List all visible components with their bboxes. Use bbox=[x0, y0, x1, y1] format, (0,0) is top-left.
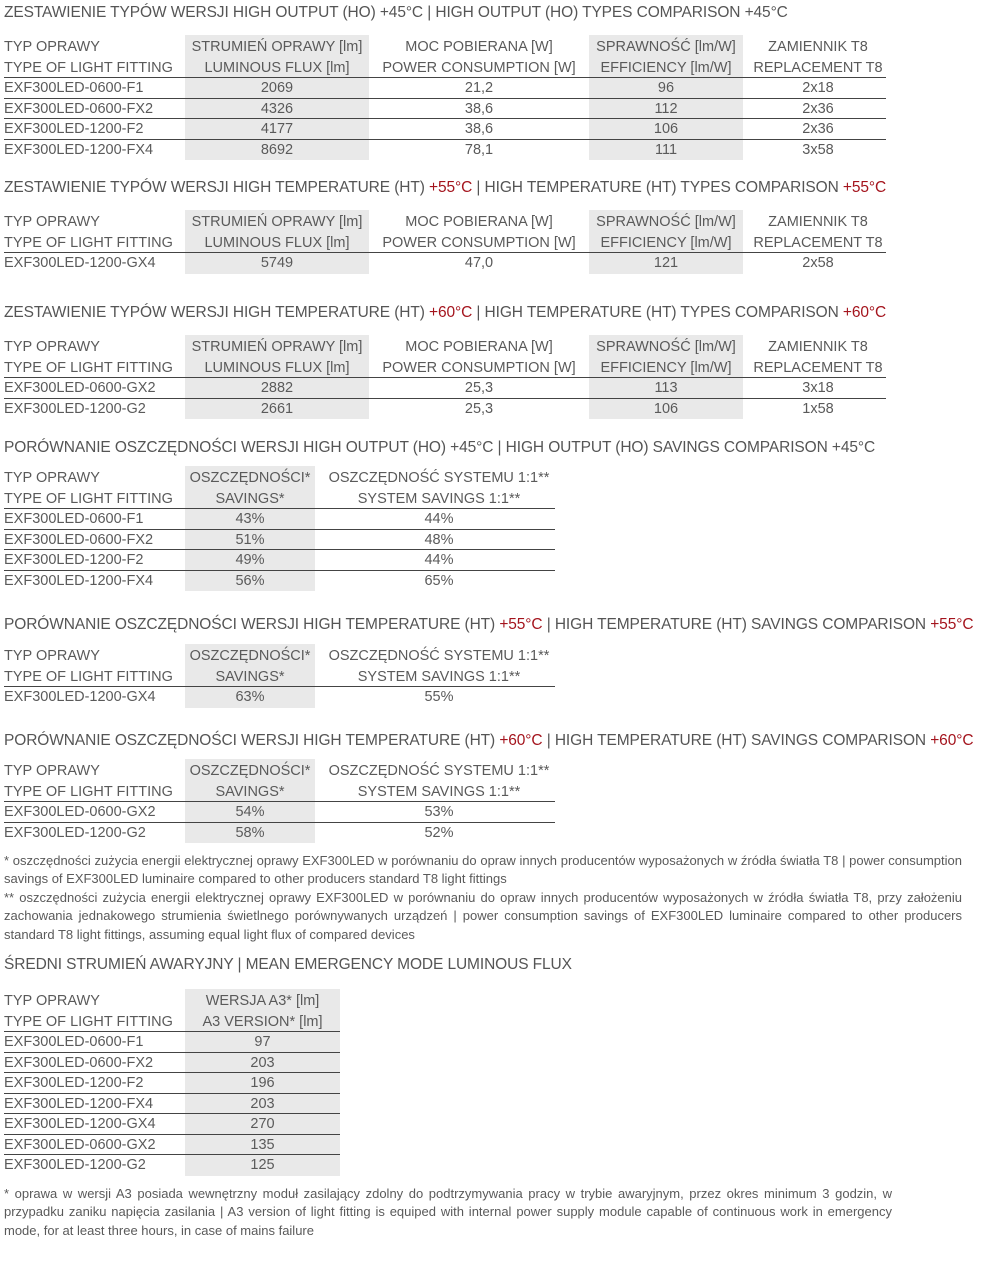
title-text: | HIGH TEMPERATURE (HT) TYPES COMPARISON bbox=[472, 179, 843, 196]
column-header-pl: OSZCZĘDNOŚĆ SYSTEMU 1:1** bbox=[328, 470, 550, 486]
column-header-en: LUMINOUS FLUX [lm] bbox=[204, 234, 350, 251]
table-cell: 125 bbox=[250, 1157, 275, 1173]
column-header-pl: ZAMIENNIK T8 bbox=[768, 214, 868, 230]
column-header-en: TYPE OF LIGHT FITTING bbox=[4, 490, 173, 507]
table-cell: 96 bbox=[657, 80, 675, 96]
column-header-en: REPLACEMENT T8 bbox=[753, 359, 883, 376]
row-type-name: EXF300LED-1200-G2 bbox=[4, 1157, 146, 1173]
row-type-name: EXF300LED-1200-GX4 bbox=[4, 255, 156, 271]
column-header-pl: WERSJA A3* [lm] bbox=[205, 993, 320, 1009]
section-title bbox=[4, 732, 973, 750]
footnote-a3-version: * oprawa w wersji A3 posiada wewnętrzny moduł zasilający zdolny do podtrzymywania pracy w trybie awaryjnym, przez okres minimum 3 godzin, w przypadku zaniku napięcia zasilania | A3 version of light fitting is equiped with internal power supply module capable of continuous work in emergency mode, for at least three hours, in case of mains failure bbox=[4, 1186, 892, 1238]
column-header-en: TYPE OF LIGHT FITTING bbox=[4, 359, 173, 376]
table-cell: 21,2 bbox=[464, 80, 494, 96]
column-header-pl: TYP OPRAWY bbox=[4, 993, 100, 1009]
column-header-pl: SPRAWNOŚĆ [lm/W] bbox=[596, 214, 736, 230]
table-cell: 51% bbox=[235, 531, 265, 548]
column-header-pl: STRUMIEŃ OPRAWY [lm] bbox=[191, 39, 363, 55]
column-header-en: A3 VERSION* [lm] bbox=[202, 1013, 323, 1030]
table-cell: 25,3 bbox=[464, 380, 494, 396]
title-text: PORÓWNANIE OSZCZĘDNOŚCI WERSJI HIGH TEMPERATURE (HT) bbox=[4, 732, 500, 749]
table-cell: 54% bbox=[235, 804, 265, 820]
table-cell: 2661 bbox=[260, 400, 294, 417]
row-type-name: EXF300LED-0600-GX2 bbox=[4, 1136, 156, 1153]
row-type-name: EXF300LED-1200-GX4 bbox=[4, 689, 156, 705]
column-header-pl: TYP OPRAWY bbox=[4, 214, 100, 230]
table-cell: 2x18 bbox=[802, 80, 834, 96]
table-cell: 4177 bbox=[260, 121, 294, 137]
section-title bbox=[4, 616, 973, 634]
table-cell: 97 bbox=[254, 1034, 271, 1050]
footnote-system-savings: ** oszczędności zużycia energii elektrycznej oprawy EXF300LED w porównaniu do opraw innych producentów wyposażonych w źródła światła T8, przy założeniu zachowania jednakowego strumienia świetlnego porównywanych urządzeń | power consumption savings of EXF300LED luminaire compared to other producers standard T8 light fittings, assuming equal light flux of compared devices bbox=[4, 890, 962, 942]
column-header-en: LUMINOUS FLUX [lm] bbox=[204, 359, 350, 376]
row-type-name: EXF300LED-1200-GX4 bbox=[4, 1116, 156, 1132]
table-cell: 111 bbox=[654, 141, 678, 158]
row-type-name: EXF300LED-1200-FX4 bbox=[4, 572, 154, 589]
table-cell: 8692 bbox=[260, 141, 294, 158]
table-cell: 55% bbox=[424, 689, 454, 705]
table-cell: 43% bbox=[235, 511, 265, 527]
table-cell: 5749 bbox=[260, 255, 294, 271]
table-cell: 65% bbox=[424, 572, 454, 589]
table-cell: 3x18 bbox=[802, 380, 834, 396]
column-header-en: TYPE OF LIGHT FITTING bbox=[4, 783, 173, 800]
row-type-name: EXF300LED-0600-GX2 bbox=[4, 804, 156, 820]
table-cell: 44% bbox=[424, 511, 454, 527]
column-header-en: REPLACEMENT T8 bbox=[753, 59, 883, 76]
table-cell: 1x58 bbox=[802, 400, 834, 417]
title-text: ŚREDNI STRUMIEŃ AWARYJNY | MEAN EMERGENCY MODE LUMINOUS FLUX bbox=[4, 956, 572, 973]
title-temperature: +60°C bbox=[930, 732, 974, 749]
column-header-en: EFFICIENCY [lm/W] bbox=[600, 59, 732, 76]
column-header-pl: OSZCZĘDNOŚCI* bbox=[189, 648, 311, 664]
table-cell: 2069 bbox=[260, 80, 294, 96]
column-header-en: SYSTEM SAVINGS 1:1** bbox=[357, 490, 521, 507]
column-header-pl: OSZCZĘDNOŚĆ SYSTEMU 1:1** bbox=[328, 763, 550, 779]
column-header-en: SAVINGS* bbox=[215, 668, 285, 685]
table-cell: 2x36 bbox=[802, 121, 834, 137]
section-title bbox=[4, 4, 788, 22]
table-cell: 2x36 bbox=[802, 100, 834, 117]
column-header-en: POWER CONSUMPTION [W] bbox=[382, 234, 576, 251]
title-temperature: +55°C bbox=[499, 616, 543, 633]
table-cell: 203 bbox=[250, 1054, 275, 1071]
column-header-en: POWER CONSUMPTION [W] bbox=[382, 59, 576, 76]
column-header-pl: STRUMIEŃ OPRAWY [lm] bbox=[191, 214, 363, 230]
title-text: ZESTAWIENIE TYPÓW WERSJI HIGH TEMPERATURE (HT) bbox=[4, 179, 430, 196]
section-title bbox=[4, 304, 886, 322]
section-title bbox=[4, 439, 875, 457]
table-cell: 2x58 bbox=[802, 255, 834, 271]
column-header-pl: TYP OPRAWY bbox=[4, 39, 100, 55]
section-title bbox=[4, 956, 572, 974]
column-header-pl: TYP OPRAWY bbox=[4, 470, 100, 486]
table-cell: 38,6 bbox=[464, 121, 494, 137]
table-cell: 52% bbox=[424, 824, 454, 841]
table-cell: 112 bbox=[654, 100, 678, 117]
column-header-pl: ZAMIENNIK T8 bbox=[768, 39, 868, 55]
row-type-name: EXF300LED-0600-FX2 bbox=[4, 1054, 154, 1071]
table-cell: 3x58 bbox=[802, 141, 834, 158]
column-header-pl: MOC POBIERANA [W] bbox=[405, 339, 553, 355]
table-cell: 78,1 bbox=[464, 141, 494, 158]
title-text: | HIGH TEMPERATURE (HT) SAVINGS COMPARISON bbox=[542, 616, 931, 633]
table-cell: 135 bbox=[250, 1136, 275, 1153]
row-type-name: EXF300LED-1200-F2 bbox=[4, 1075, 144, 1091]
column-header-pl: STRUMIEŃ OPRAWY [lm] bbox=[191, 339, 363, 355]
column-header-pl: OSZCZĘDNOŚĆ SYSTEMU 1:1** bbox=[328, 648, 550, 664]
row-type-name: EXF300LED-0600-FX2 bbox=[4, 531, 154, 548]
table-cell: 270 bbox=[250, 1116, 275, 1132]
section-title bbox=[4, 179, 886, 197]
title-temperature: +60°C bbox=[842, 304, 887, 321]
footnote-savings: * oszczędności zużycia energii elektrycznej oprawy EXF300LED w porównaniu do opraw innych producentów wyposażonych w źródła światła T8 | power consumption savings of EXF300LED luminaire compared to other producers standard T8 light fittings bbox=[4, 853, 962, 887]
column-header-pl: TYP OPRAWY bbox=[4, 339, 100, 355]
column-header-en: SAVINGS* bbox=[215, 783, 285, 800]
column-header-pl: TYP OPRAWY bbox=[4, 648, 100, 664]
table-cell: 203 bbox=[250, 1095, 275, 1112]
column-header-en: REPLACEMENT T8 bbox=[753, 234, 883, 251]
table-cell: 38,6 bbox=[464, 100, 494, 117]
table-cell: 56% bbox=[235, 572, 265, 589]
column-header-pl: ZAMIENNIK T8 bbox=[768, 339, 868, 355]
column-header-en: SYSTEM SAVINGS 1:1** bbox=[357, 783, 521, 800]
column-header-en: TYPE OF LIGHT FITTING bbox=[4, 234, 173, 251]
column-header-en: EFFICIENCY [lm/W] bbox=[600, 234, 732, 251]
column-header-pl: MOC POBIERANA [W] bbox=[405, 214, 553, 230]
table-cell: 49% bbox=[235, 552, 265, 568]
column-header-pl: TYP OPRAWY bbox=[4, 763, 100, 779]
table-cell: 47,0 bbox=[464, 255, 494, 271]
column-header-en: TYPE OF LIGHT FITTING bbox=[4, 1013, 173, 1030]
column-header-en: TYPE OF LIGHT FITTING bbox=[4, 59, 173, 76]
table-cell: 53% bbox=[424, 804, 454, 820]
column-header-en: SAVINGS* bbox=[215, 490, 285, 507]
title-text: ZESTAWIENIE TYPÓW WERSJI HIGH OUTPUT (HO) +45°C | HIGH OUTPUT (HO) TYPES COMPARISON +45°C bbox=[4, 4, 788, 21]
title-text: ZESTAWIENIE TYPÓW WERSJI HIGH TEMPERATURE (HT) bbox=[4, 304, 430, 321]
title-text: | HIGH TEMPERATURE (HT) TYPES COMPARISON bbox=[472, 304, 843, 321]
table-cell: 48% bbox=[424, 531, 454, 548]
column-header-pl: OSZCZĘDNOŚCI* bbox=[189, 763, 311, 779]
row-type-name: EXF300LED-0600-F1 bbox=[4, 1034, 144, 1050]
row-type-name: EXF300LED-1200-FX4 bbox=[4, 1095, 154, 1112]
title-temperature: +60°C bbox=[499, 732, 543, 749]
table-cell: 2882 bbox=[260, 380, 294, 396]
table-cell: 106 bbox=[653, 400, 679, 417]
row-type-name: EXF300LED-0600-F1 bbox=[4, 511, 144, 527]
table-cell: 44% bbox=[424, 552, 454, 568]
row-type-name: EXF300LED-1200-FX4 bbox=[4, 141, 154, 158]
row-type-name: EXF300LED-1200-G2 bbox=[4, 400, 146, 417]
column-header-en: LUMINOUS FLUX [lm] bbox=[204, 59, 350, 76]
row-type-name: EXF300LED-0600-F1 bbox=[4, 80, 144, 96]
title-text: | HIGH TEMPERATURE (HT) SAVINGS COMPARISON bbox=[542, 732, 931, 749]
title-temperature: +60°C bbox=[429, 304, 473, 321]
title-temperature: +55°C bbox=[930, 616, 974, 633]
row-type-name: EXF300LED-1200-F2 bbox=[4, 552, 144, 568]
title-temperature: +55°C bbox=[842, 179, 887, 196]
row-type-name: EXF300LED-0600-GX2 bbox=[4, 380, 156, 396]
column-header-pl: OSZCZĘDNOŚCI* bbox=[189, 470, 311, 486]
title-temperature: +55°C bbox=[429, 179, 473, 196]
column-header-pl: SPRAWNOŚĆ [lm/W] bbox=[596, 39, 736, 55]
column-header-pl: MOC POBIERANA [W] bbox=[405, 39, 553, 55]
column-header-en: POWER CONSUMPTION [W] bbox=[382, 359, 576, 376]
table-cell: 113 bbox=[654, 380, 678, 396]
column-header-en: SYSTEM SAVINGS 1:1** bbox=[357, 668, 521, 685]
row-type-name: EXF300LED-1200-G2 bbox=[4, 824, 146, 841]
table-cell: 196 bbox=[250, 1075, 275, 1091]
table-cell: 106 bbox=[653, 121, 679, 137]
title-text: PORÓWNANIE OSZCZĘDNOŚCI WERSJI HIGH OUTPUT (HO) +45°C | HIGH OUTPUT (HO) SAVINGS COMPARISON +45°C bbox=[4, 439, 876, 456]
table-cell: 121 bbox=[653, 255, 679, 271]
row-type-name: EXF300LED-1200-F2 bbox=[4, 121, 144, 137]
table-cell: 63% bbox=[235, 689, 265, 705]
table-cell: 25,3 bbox=[464, 400, 494, 417]
column-header-pl: SPRAWNOŚĆ [lm/W] bbox=[596, 339, 736, 355]
title-text: PORÓWNANIE OSZCZĘDNOŚCI WERSJI HIGH TEMPERATURE (HT) bbox=[4, 616, 500, 633]
table-cell: 58% bbox=[235, 824, 265, 841]
table-cell: 4326 bbox=[260, 100, 294, 117]
column-header-en: EFFICIENCY [lm/W] bbox=[600, 359, 732, 376]
row-type-name: EXF300LED-0600-FX2 bbox=[4, 100, 154, 117]
column-header-en: TYPE OF LIGHT FITTING bbox=[4, 668, 173, 685]
